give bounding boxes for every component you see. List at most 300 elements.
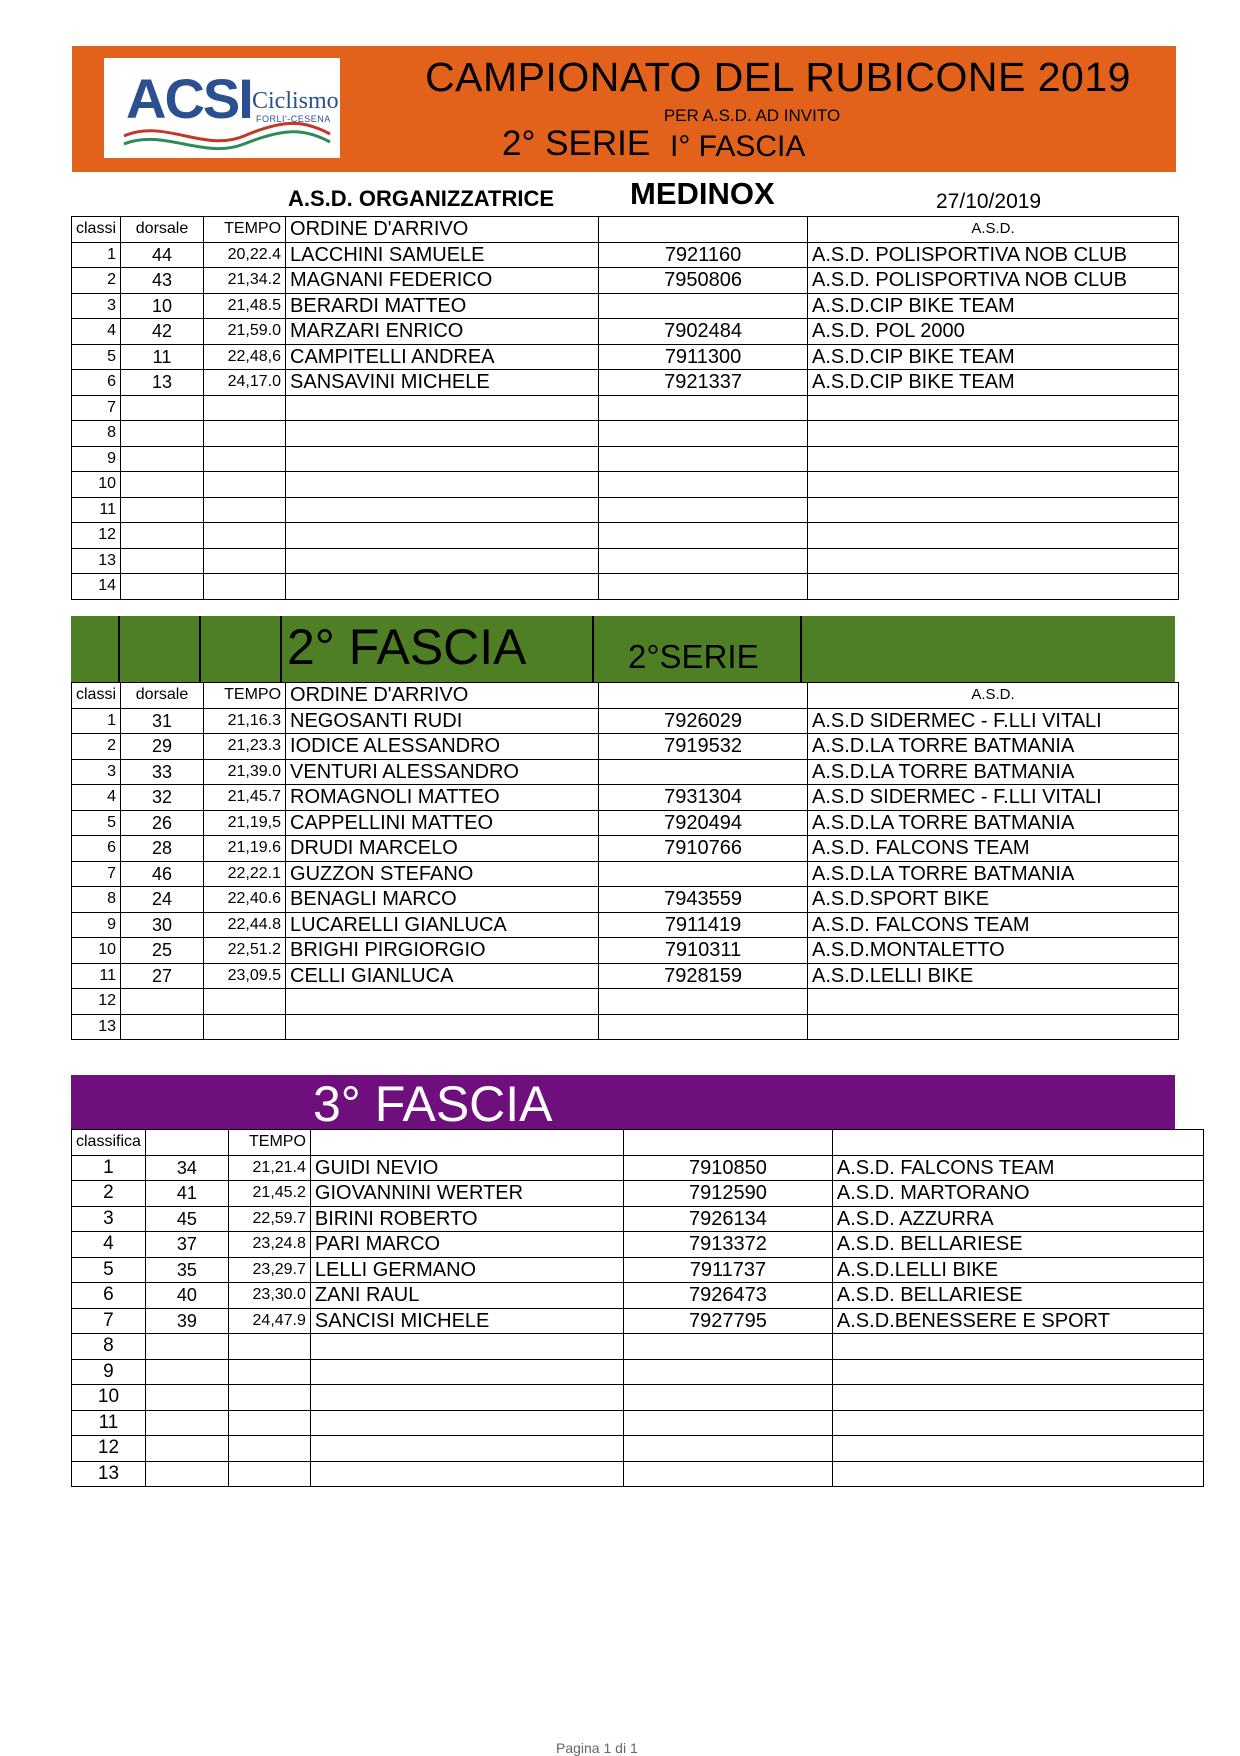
cell-bib bbox=[121, 472, 204, 498]
cell-rank: 13 bbox=[72, 548, 121, 574]
cell-bib: 39 bbox=[145, 1308, 228, 1334]
cell-rank: 4 bbox=[72, 785, 121, 811]
cell-team: A.S.D.LA TORRE BATMANIA bbox=[808, 810, 1179, 836]
header-team bbox=[832, 1130, 1203, 1156]
table-row bbox=[72, 1410, 1204, 1436]
cell-time: 22,22.1 bbox=[204, 861, 286, 887]
cell-team: A.S.D. BELLARIESE bbox=[832, 1232, 1203, 1258]
section-band-fascia-2 bbox=[71, 616, 1175, 682]
cell-time bbox=[204, 497, 286, 523]
cell-rank: 14 bbox=[72, 574, 121, 600]
cell-team bbox=[832, 1385, 1203, 1411]
cell-bib bbox=[121, 395, 204, 421]
table-row bbox=[72, 548, 1179, 574]
table-row bbox=[72, 370, 1179, 396]
logo-brand: ACSI bbox=[126, 67, 252, 130]
cell-rank: 6 bbox=[72, 370, 121, 396]
cell-rank: 13 bbox=[72, 1014, 121, 1040]
cell-rider: GUZZON STEFANO bbox=[286, 861, 599, 887]
header-license bbox=[599, 683, 808, 709]
cell-team bbox=[808, 497, 1179, 523]
cell-rank: 4 bbox=[72, 1232, 146, 1258]
cell-rank: 11 bbox=[72, 963, 121, 989]
cell-team bbox=[808, 989, 1179, 1015]
cell-rank: 10 bbox=[72, 472, 121, 498]
cell-time: 20,22.4 bbox=[204, 242, 286, 268]
cell-rider bbox=[286, 395, 599, 421]
cell-license bbox=[623, 1436, 832, 1462]
cell-bib: 33 bbox=[121, 759, 204, 785]
cell-bib: 43 bbox=[121, 268, 204, 294]
cell-team bbox=[832, 1410, 1203, 1436]
cell-rank: 5 bbox=[72, 1257, 146, 1283]
cell-time bbox=[204, 1014, 286, 1040]
table-row bbox=[72, 1436, 1204, 1462]
cell-time: 22,48,6 bbox=[204, 344, 286, 370]
cell-team: A.S.D.LA TORRE BATMANIA bbox=[808, 759, 1179, 785]
cell-rank: 10 bbox=[72, 1385, 146, 1411]
table-row bbox=[72, 708, 1179, 734]
cell-rank: 8 bbox=[72, 1334, 146, 1360]
cell-team bbox=[832, 1359, 1203, 1385]
table-row bbox=[72, 785, 1179, 811]
cell-license bbox=[599, 548, 808, 574]
cell-rider bbox=[310, 1436, 623, 1462]
header-bib: dorsale bbox=[121, 217, 204, 243]
cell-rider: SANCISI MICHELE bbox=[310, 1308, 623, 1334]
cell-time: 22,40.6 bbox=[204, 887, 286, 913]
header-time: TEMPO bbox=[204, 217, 286, 243]
table-row bbox=[72, 1257, 1204, 1283]
table-row bbox=[72, 395, 1179, 421]
page-footer: Pagina 1 di 1 bbox=[556, 1740, 638, 1756]
cell-rank: 6 bbox=[72, 1283, 146, 1309]
cell-team bbox=[808, 1014, 1179, 1040]
table-row bbox=[72, 242, 1179, 268]
cell-rider: BIRINI ROBERTO bbox=[310, 1206, 623, 1232]
cell-rider: BERARDI MATTEO bbox=[286, 293, 599, 319]
cell-bib: 35 bbox=[145, 1257, 228, 1283]
cell-time: 22,51.2 bbox=[204, 938, 286, 964]
table-row bbox=[72, 446, 1179, 472]
cell-rank: 12 bbox=[72, 989, 121, 1015]
cell-rider bbox=[310, 1359, 623, 1385]
table-row bbox=[72, 1014, 1179, 1040]
cell-license: 7911419 bbox=[599, 912, 808, 938]
cell-rider: LELLI GERMANO bbox=[310, 1257, 623, 1283]
cell-license: 7912590 bbox=[623, 1181, 832, 1207]
cell-rank: 11 bbox=[72, 497, 121, 523]
table-header-row bbox=[72, 217, 1179, 243]
cell-license bbox=[599, 523, 808, 549]
cell-team bbox=[808, 446, 1179, 472]
cell-team: A.S.D.LA TORRE BATMANIA bbox=[808, 861, 1179, 887]
cell-rank: 1 bbox=[72, 1155, 146, 1181]
cell-rank: 11 bbox=[72, 1410, 146, 1436]
cell-bib: 37 bbox=[145, 1232, 228, 1258]
cell-time bbox=[204, 523, 286, 549]
cell-team: A.S.D. FALCONS TEAM bbox=[832, 1155, 1203, 1181]
cell-bib: 34 bbox=[145, 1155, 228, 1181]
cell-license bbox=[599, 759, 808, 785]
cell-rider: NEGOSANTI RUDI bbox=[286, 708, 599, 734]
results-table-fascia-3 bbox=[71, 1129, 1204, 1487]
cell-rank: 9 bbox=[72, 912, 121, 938]
cell-team: A.S.D SIDERMEC - F.LLI VITALI bbox=[808, 785, 1179, 811]
cell-time: 21,23.3 bbox=[204, 734, 286, 760]
cell-rider: DRUDI MARCELO bbox=[286, 836, 599, 862]
acsi-logo bbox=[104, 58, 340, 158]
cell-rider: CAMPITELLI ANDREA bbox=[286, 344, 599, 370]
cell-rider bbox=[310, 1385, 623, 1411]
cell-team: A.S.D.LA TORRE BATMANIA bbox=[808, 734, 1179, 760]
cell-time bbox=[228, 1359, 310, 1385]
cell-rider: IODICE ALESSANDRO bbox=[286, 734, 599, 760]
table-row bbox=[72, 1232, 1204, 1258]
cell-license: 7902484 bbox=[599, 319, 808, 345]
table-row bbox=[72, 1334, 1204, 1360]
cell-team: A.S.D.CIP BIKE TEAM bbox=[808, 293, 1179, 319]
section-title-fascia-3: 3° FASCIA bbox=[313, 1076, 553, 1132]
cell-rider bbox=[286, 472, 599, 498]
cell-license: 7926134 bbox=[623, 1206, 832, 1232]
cell-time: 23,30.0 bbox=[228, 1283, 310, 1309]
cell-rider bbox=[310, 1334, 623, 1360]
cell-team: A.S.D. POLISPORTIVA NOB CLUB bbox=[808, 268, 1179, 294]
cell-bib: 25 bbox=[121, 938, 204, 964]
cell-license bbox=[623, 1334, 832, 1360]
cell-time: 22,59.7 bbox=[228, 1206, 310, 1232]
section-band-fascia-3 bbox=[71, 1075, 1175, 1132]
table-row bbox=[72, 1308, 1204, 1334]
table-row bbox=[72, 421, 1179, 447]
header-bib: dorsale bbox=[121, 683, 204, 709]
fascia-label: I° FASCIA bbox=[670, 130, 806, 163]
cell-time bbox=[204, 421, 286, 447]
cell-license: 7920494 bbox=[599, 810, 808, 836]
page-title: CAMPIONATO DEL RUBICONE 2019 bbox=[425, 54, 1131, 100]
cell-team: A.S.D. POL 2000 bbox=[808, 319, 1179, 345]
results-table-fascia-2 bbox=[71, 682, 1179, 1040]
cell-rank: 2 bbox=[72, 268, 121, 294]
cell-time: 23,24.8 bbox=[228, 1232, 310, 1258]
cell-rider bbox=[286, 421, 599, 447]
cell-team bbox=[808, 548, 1179, 574]
cell-bib bbox=[145, 1461, 228, 1487]
cell-bib bbox=[121, 989, 204, 1015]
cell-rank: 3 bbox=[72, 293, 121, 319]
cell-rank: 5 bbox=[72, 344, 121, 370]
table-row bbox=[72, 497, 1179, 523]
cell-rider bbox=[310, 1461, 623, 1487]
cell-rank: 2 bbox=[72, 734, 121, 760]
cell-rank: 13 bbox=[72, 1461, 146, 1487]
cell-rider: VENTURI ALESSANDRO bbox=[286, 759, 599, 785]
cell-license: 7927795 bbox=[623, 1308, 832, 1334]
cell-license: 7911300 bbox=[599, 344, 808, 370]
table-row bbox=[72, 293, 1179, 319]
cell-bib bbox=[145, 1334, 228, 1360]
cell-rider: GUIDI NEVIO bbox=[310, 1155, 623, 1181]
cell-rider: CELLI GIANLUCA bbox=[286, 963, 599, 989]
table-row bbox=[72, 319, 1179, 345]
cell-rank: 4 bbox=[72, 319, 121, 345]
cell-rider: ZANI RAUL bbox=[310, 1283, 623, 1309]
cell-time bbox=[228, 1334, 310, 1360]
cell-rank: 12 bbox=[72, 1436, 146, 1462]
table-row bbox=[72, 1155, 1204, 1181]
cell-bib bbox=[145, 1359, 228, 1385]
table-row bbox=[72, 1181, 1204, 1207]
cell-license bbox=[599, 1014, 808, 1040]
cell-time bbox=[204, 989, 286, 1015]
table-row bbox=[72, 912, 1179, 938]
logo-sub: Ciclismo bbox=[252, 88, 339, 114]
cell-bib bbox=[121, 497, 204, 523]
cell-team: A.S.D. POLISPORTIVA NOB CLUB bbox=[808, 242, 1179, 268]
cell-time bbox=[228, 1385, 310, 1411]
cell-rider bbox=[286, 989, 599, 1015]
cell-rank: 6 bbox=[72, 836, 121, 862]
cell-license bbox=[623, 1385, 832, 1411]
table-row bbox=[72, 836, 1179, 862]
cell-rider: GIOVANNINI WERTER bbox=[310, 1181, 623, 1207]
cell-time bbox=[204, 472, 286, 498]
cell-rider: MAGNANI FEDERICO bbox=[286, 268, 599, 294]
cell-rider bbox=[286, 497, 599, 523]
cell-license: 7928159 bbox=[599, 963, 808, 989]
cell-license bbox=[599, 472, 808, 498]
header-rider bbox=[310, 1130, 623, 1156]
cell-rank: 8 bbox=[72, 887, 121, 913]
table-header-row bbox=[72, 683, 1179, 709]
cell-team: A.S.D.LELLI BIKE bbox=[832, 1257, 1203, 1283]
cell-bib: 42 bbox=[121, 319, 204, 345]
cell-rider: LACCHINI SAMUELE bbox=[286, 242, 599, 268]
table-row bbox=[72, 963, 1179, 989]
cell-time: 21,39.0 bbox=[204, 759, 286, 785]
table-row bbox=[72, 268, 1179, 294]
cell-license: 7919532 bbox=[599, 734, 808, 760]
cell-time bbox=[204, 574, 286, 600]
cell-license bbox=[599, 395, 808, 421]
section-serie-fascia-2: 2°SERIE bbox=[628, 638, 759, 675]
cell-rank: 3 bbox=[72, 1206, 146, 1232]
cell-time: 21,21.4 bbox=[228, 1155, 310, 1181]
section-title-fascia-2: 2° FASCIA bbox=[287, 619, 527, 675]
cell-team: A.S.D.CIP BIKE TEAM bbox=[808, 344, 1179, 370]
cell-license bbox=[599, 989, 808, 1015]
table-row bbox=[72, 989, 1179, 1015]
logo-region: FORLI'-CESENA bbox=[256, 114, 331, 124]
cell-bib: 13 bbox=[121, 370, 204, 396]
cell-team bbox=[832, 1461, 1203, 1487]
cell-license: 7926473 bbox=[623, 1283, 832, 1309]
cell-license bbox=[623, 1461, 832, 1487]
cell-bib bbox=[121, 1014, 204, 1040]
cell-rider: BRIGHI PIRGIORGIO bbox=[286, 938, 599, 964]
cell-time: 21,45.2 bbox=[228, 1181, 310, 1207]
cell-license: 7926029 bbox=[599, 708, 808, 734]
page-subtitle: PER A.S.D. AD INVITO bbox=[663, 106, 841, 125]
cell-time: 24,47.9 bbox=[228, 1308, 310, 1334]
cell-time: 21,45.7 bbox=[204, 785, 286, 811]
table-row bbox=[72, 734, 1179, 760]
cell-time bbox=[204, 446, 286, 472]
cell-bib: 27 bbox=[121, 963, 204, 989]
cell-bib bbox=[121, 548, 204, 574]
cell-time: 21,19,5 bbox=[204, 810, 286, 836]
cell-rank: 12 bbox=[72, 523, 121, 549]
table-row bbox=[72, 1283, 1204, 1309]
cell-time: 24,17.0 bbox=[204, 370, 286, 396]
header-rider: ORDINE D'ARRIVO bbox=[286, 217, 599, 243]
header-time: TEMPO bbox=[228, 1130, 310, 1156]
race-date: 27/10/2019 bbox=[936, 190, 1042, 213]
cell-rank: 3 bbox=[72, 759, 121, 785]
table-header-row bbox=[72, 1130, 1204, 1156]
cell-rider: ROMAGNOLI MATTEO bbox=[286, 785, 599, 811]
cell-bib: 31 bbox=[121, 708, 204, 734]
header-rank: classifica bbox=[72, 1130, 146, 1156]
cell-bib: 45 bbox=[145, 1206, 228, 1232]
cell-time bbox=[228, 1410, 310, 1436]
cell-time: 22,44.8 bbox=[204, 912, 286, 938]
table-row bbox=[72, 938, 1179, 964]
cell-bib: 28 bbox=[121, 836, 204, 862]
cell-time: 21,48.5 bbox=[204, 293, 286, 319]
cell-team: A.S.D. FALCONS TEAM bbox=[808, 836, 1179, 862]
cell-rank: 7 bbox=[72, 1308, 146, 1334]
header-license bbox=[623, 1130, 832, 1156]
cell-time: 23,29.7 bbox=[228, 1257, 310, 1283]
cell-rank: 5 bbox=[72, 810, 121, 836]
cell-team bbox=[808, 421, 1179, 447]
cell-rider: PARI MARCO bbox=[310, 1232, 623, 1258]
organizer-label: A.S.D. ORGANIZZATRICE bbox=[288, 186, 555, 211]
cell-rider bbox=[286, 548, 599, 574]
table-row bbox=[72, 887, 1179, 913]
cell-team bbox=[808, 472, 1179, 498]
cell-bib bbox=[121, 446, 204, 472]
table-row bbox=[72, 810, 1179, 836]
cell-bib: 24 bbox=[121, 887, 204, 913]
cell-license bbox=[599, 497, 808, 523]
cell-rider: SANSAVINI MICHELE bbox=[286, 370, 599, 396]
organizer-name: MEDINOX bbox=[630, 176, 775, 211]
cell-team: A.S.D.SPORT BIKE bbox=[808, 887, 1179, 913]
header-rank: classi bbox=[72, 217, 121, 243]
cell-rank: 7 bbox=[72, 861, 121, 887]
cell-rank: 1 bbox=[72, 242, 121, 268]
cell-rider bbox=[286, 1014, 599, 1040]
cell-license: 7921337 bbox=[599, 370, 808, 396]
cell-bib: 26 bbox=[121, 810, 204, 836]
cell-bib bbox=[121, 523, 204, 549]
cell-license: 7950806 bbox=[599, 268, 808, 294]
cell-rank: 1 bbox=[72, 708, 121, 734]
cell-rider: MARZARI ENRICO bbox=[286, 319, 599, 345]
cell-license: 7910766 bbox=[599, 836, 808, 862]
cell-time: 23,09.5 bbox=[204, 963, 286, 989]
cell-license: 7931304 bbox=[599, 785, 808, 811]
cell-team: A.S.D.CIP BIKE TEAM bbox=[808, 370, 1179, 396]
cell-license bbox=[599, 861, 808, 887]
cell-license: 7911737 bbox=[623, 1257, 832, 1283]
cell-team bbox=[808, 574, 1179, 600]
table-row bbox=[72, 472, 1179, 498]
cell-bib: 32 bbox=[121, 785, 204, 811]
cell-bib: 46 bbox=[121, 861, 204, 887]
header-bib bbox=[145, 1130, 228, 1156]
cell-team bbox=[808, 523, 1179, 549]
cell-bib bbox=[145, 1436, 228, 1462]
cell-time bbox=[204, 395, 286, 421]
cell-team: A.S.D.LELLI BIKE bbox=[808, 963, 1179, 989]
cell-rank: 9 bbox=[72, 1359, 146, 1385]
table-row bbox=[72, 344, 1179, 370]
cell-team bbox=[832, 1334, 1203, 1360]
cell-license bbox=[599, 574, 808, 600]
table-row bbox=[72, 1461, 1204, 1487]
cell-time bbox=[228, 1436, 310, 1462]
cell-rider: CAPPELLINI MATTEO bbox=[286, 810, 599, 836]
cell-bib bbox=[121, 421, 204, 447]
cell-team: A.S.D. FALCONS TEAM bbox=[808, 912, 1179, 938]
cell-bib: 44 bbox=[121, 242, 204, 268]
header-rank: classi bbox=[72, 683, 121, 709]
cell-license: 7921160 bbox=[599, 242, 808, 268]
header-time: TEMPO bbox=[204, 683, 286, 709]
cell-license bbox=[599, 446, 808, 472]
header-banner bbox=[72, 46, 1176, 172]
cell-rank: 8 bbox=[72, 421, 121, 447]
cell-license: 7913372 bbox=[623, 1232, 832, 1258]
cell-license bbox=[599, 293, 808, 319]
cell-bib: 29 bbox=[121, 734, 204, 760]
cell-bib bbox=[145, 1385, 228, 1411]
cell-license bbox=[599, 421, 808, 447]
table-row bbox=[72, 574, 1179, 600]
cell-rank: 9 bbox=[72, 446, 121, 472]
table-row bbox=[72, 523, 1179, 549]
cell-team: A.S.D.MONTALETTO bbox=[808, 938, 1179, 964]
cell-license: 7910311 bbox=[599, 938, 808, 964]
table-row bbox=[72, 759, 1179, 785]
cell-time: 21,59.0 bbox=[204, 319, 286, 345]
cell-bib: 11 bbox=[121, 344, 204, 370]
cell-bib bbox=[145, 1410, 228, 1436]
cell-bib bbox=[121, 574, 204, 600]
cell-bib: 41 bbox=[145, 1181, 228, 1207]
cell-time bbox=[228, 1461, 310, 1487]
cell-team bbox=[808, 395, 1179, 421]
header-team: A.S.D. bbox=[808, 217, 1179, 243]
cell-rank: 2 bbox=[72, 1181, 146, 1207]
cell-license bbox=[623, 1410, 832, 1436]
cell-license: 7910850 bbox=[623, 1155, 832, 1181]
cell-rider bbox=[286, 446, 599, 472]
header-rider: ORDINE D'ARRIVO bbox=[286, 683, 599, 709]
cell-team: A.S.D SIDERMEC - F.LLI VITALI bbox=[808, 708, 1179, 734]
serie-label: 2° SERIE bbox=[502, 124, 651, 163]
table-row bbox=[72, 1359, 1204, 1385]
header-license bbox=[599, 217, 808, 243]
cell-license bbox=[623, 1359, 832, 1385]
cell-rank: 7 bbox=[72, 395, 121, 421]
header-team: A.S.D. bbox=[808, 683, 1179, 709]
cell-team bbox=[832, 1436, 1203, 1462]
